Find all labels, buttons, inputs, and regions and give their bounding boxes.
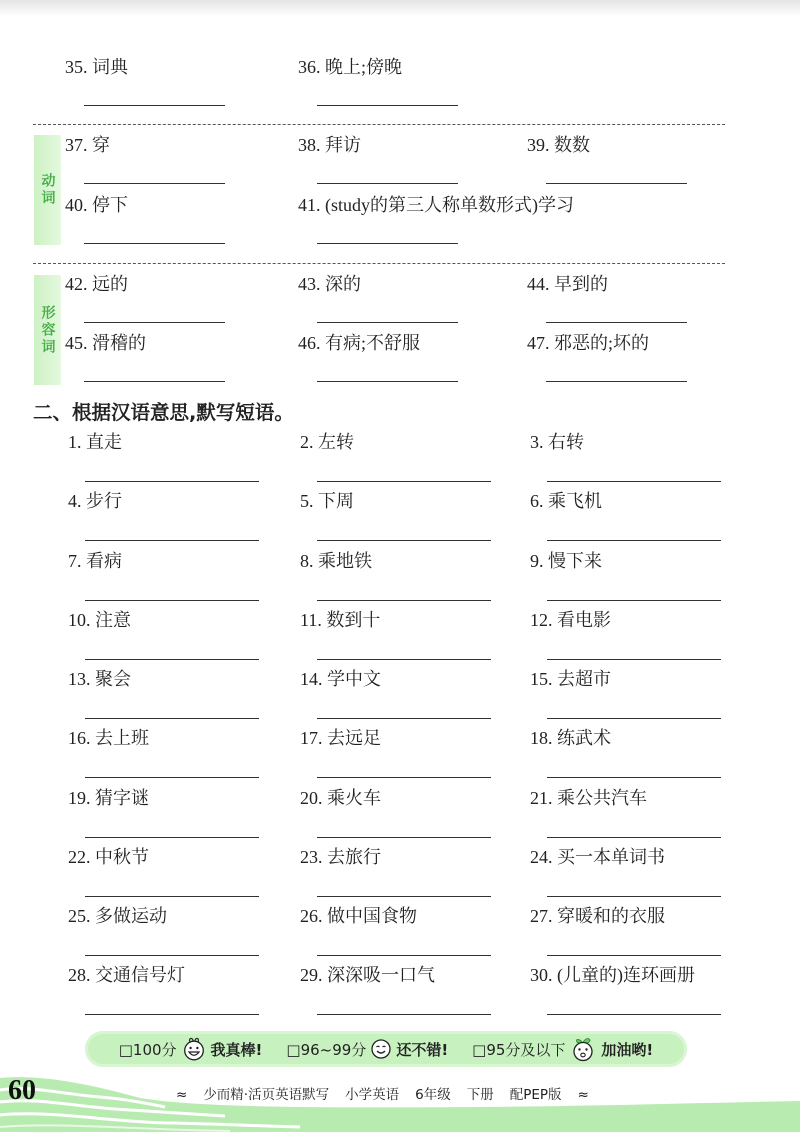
vocab-prompt: 47. 邪恶的;坏的 — [527, 333, 650, 353]
vocab-prompt: 41. (study的第三人称单数形式)学习 — [298, 195, 574, 215]
phrase-prompt: 24. 买一本单词书 — [530, 846, 665, 867]
phrase-prompt: 13. 聚会 — [68, 669, 131, 689]
phrase-prompt: 17. 去远足 — [300, 728, 381, 749]
verbs-label-text: 动词 — [39, 173, 56, 207]
page-number: 60 — [8, 1075, 36, 1106]
vocab-item — [65, 55, 128, 111]
vocab-item — [298, 55, 402, 111]
phrase-item — [530, 726, 730, 785]
phrase-prompt: 11. 数到十 — [300, 609, 381, 630]
answer-blank — [547, 896, 721, 897]
answer-blank — [84, 381, 225, 382]
section-heading: 二、根据汉语意思,默写短语。 — [33, 401, 294, 424]
phrase-item — [530, 608, 730, 667]
answer-blank — [84, 322, 225, 323]
phrase-item — [68, 963, 300, 1022]
phrase-item — [300, 904, 530, 963]
vocab-prompt: 39. 数数 — [527, 135, 590, 155]
vocab-prompt: 38. 拜访 — [298, 135, 361, 155]
answer-blank — [85, 777, 259, 778]
answer-blank — [317, 837, 491, 838]
dashed-divider — [33, 124, 725, 125]
answer-blank — [85, 718, 259, 719]
answer-blank — [547, 540, 721, 541]
vocab-row — [0, 272, 800, 328]
answer-blank — [547, 659, 721, 660]
vocab-row — [0, 193, 800, 249]
phrase-prompt: 28. 交通信号灯 — [68, 965, 185, 986]
phrase-item — [300, 489, 530, 548]
answer-blank — [547, 837, 721, 838]
answer-blank — [317, 540, 491, 541]
vocab-row — [0, 331, 800, 387]
phrase-item — [300, 549, 530, 608]
cheering-face-icon — [569, 1036, 597, 1062]
phrase-prompt: 12. 看电影 — [530, 609, 611, 630]
answer-blank — [317, 105, 458, 106]
vocab-row — [0, 55, 800, 111]
answer-blank — [547, 481, 721, 482]
score-range: □96~99分 — [286, 1040, 367, 1059]
vocab-item — [527, 272, 608, 328]
answer-blank — [85, 1014, 259, 1015]
answer-blank — [85, 540, 259, 541]
answer-blank — [317, 1014, 491, 1015]
answer-blank — [84, 105, 225, 106]
phrase-item — [68, 549, 300, 608]
vocab-prompt: 42. 远的 — [65, 274, 128, 294]
score-range: □100分 — [118, 1040, 177, 1059]
phrase-prompt: 26. 做中国食物 — [300, 906, 417, 926]
phrase-prompt: 15. 去超市 — [530, 669, 611, 689]
phrase-item — [68, 608, 300, 667]
phrase-prompt: 2. 左转 — [300, 432, 354, 452]
vocab-row — [0, 133, 800, 189]
answer-blank — [317, 777, 491, 778]
score-rating-bar — [85, 1031, 687, 1067]
vocab-item — [65, 272, 128, 328]
vocab-item — [298, 272, 361, 328]
score-comment: 还不错! — [396, 1040, 449, 1059]
answer-blank — [85, 600, 259, 601]
vocab-item — [298, 193, 574, 249]
vocab-item — [298, 133, 361, 189]
vocab-prompt: 35. 词典 — [65, 57, 128, 77]
phrase-prompt: 18. 练武术 — [530, 728, 611, 749]
footer-edition: 配PEP版 — [509, 1087, 562, 1103]
vocab-prompt: 43. 深的 — [298, 274, 361, 294]
answer-blank — [317, 243, 458, 244]
phrase-prompt: 4. 步行 — [68, 491, 122, 512]
phrase-prompt: 23. 去旅行 — [300, 846, 381, 867]
phrase-prompt: 21. 乘公共汽车 — [530, 787, 647, 808]
footer-info — [176, 1086, 589, 1104]
phrase-item — [300, 608, 530, 667]
phrase-item — [530, 549, 730, 608]
answer-blank — [84, 243, 225, 244]
answer-blank — [85, 659, 259, 660]
score-level-96-99 — [286, 1038, 448, 1060]
phrase-item — [68, 489, 300, 548]
phrase-item — [68, 904, 300, 963]
smiling-face-icon — [370, 1038, 392, 1060]
phrase-item — [68, 430, 300, 489]
phrase-item — [68, 845, 300, 904]
footer-left-mark: ≈ — [176, 1087, 188, 1103]
phrase-prompt: 16. 去上班 — [68, 728, 149, 749]
footer-grade: 6年级 — [415, 1087, 451, 1103]
phrase-item — [68, 726, 300, 785]
answer-blank — [85, 955, 259, 956]
vocab-item — [65, 331, 146, 387]
score-level-95-below — [472, 1036, 653, 1062]
answer-blank — [317, 381, 458, 382]
phrase-prompt: 29. 深深吸一口气 — [300, 965, 435, 986]
phrase-item — [300, 963, 530, 1022]
answer-blank — [547, 777, 721, 778]
phrase-item — [300, 726, 530, 785]
answer-blank — [85, 837, 259, 838]
phrase-prompt: 25. 多做运动 — [68, 906, 167, 926]
vocab-item — [298, 331, 420, 387]
answer-blank — [546, 322, 687, 323]
answer-blank — [317, 659, 491, 660]
phrase-prompt: 9. 慢下来 — [530, 550, 602, 571]
vocab-prompt: 40. 停下 — [65, 195, 128, 215]
phrase-item — [300, 667, 530, 726]
phrase-prompt: 22. 中秋节 — [68, 846, 149, 867]
answer-blank — [317, 322, 458, 323]
scan-top-shade — [0, 0, 800, 16]
footer-volume: 下册 — [466, 1087, 494, 1103]
score-comment: 加油哟! — [601, 1040, 654, 1059]
score-comment: 我真棒! — [210, 1040, 263, 1059]
phrase-item — [68, 667, 300, 726]
vocab-item — [527, 331, 649, 387]
phrase-item — [300, 786, 530, 845]
phrase-item — [530, 489, 730, 548]
phrase-item — [300, 430, 530, 489]
footer-subject: 小学英语 — [345, 1087, 400, 1103]
vocab-item — [527, 133, 590, 189]
answer-blank — [546, 183, 687, 184]
answer-blank — [317, 183, 458, 184]
vocab-item — [65, 193, 128, 249]
phrase-item — [530, 904, 730, 963]
phrase-prompt: 30. (儿童的)连环画册 — [530, 965, 695, 986]
answer-blank — [84, 183, 225, 184]
answer-blank — [547, 955, 721, 956]
phrase-prompt: 27. 穿暖和的衣服 — [530, 906, 665, 926]
footer-right-mark: ≈ — [577, 1087, 589, 1103]
phrase-prompt: 6. 乘飞机 — [530, 491, 602, 512]
answer-blank — [317, 718, 491, 719]
phrase-item — [530, 845, 730, 904]
grinning-face-icon — [181, 1037, 207, 1061]
phrase-prompt: 1. 直走 — [68, 432, 122, 452]
vocab-prompt: 46. 有病;不舒服 — [298, 333, 421, 353]
phrase-item — [530, 963, 730, 1022]
answer-blank — [547, 1014, 721, 1015]
footer-series: 少而精·活页英语默写 — [203, 1087, 330, 1103]
answer-blank — [547, 718, 721, 719]
answer-blank — [317, 600, 491, 601]
phrase-item — [300, 845, 530, 904]
phrase-prompt: 14. 学中文 — [300, 669, 381, 689]
answer-blank — [546, 381, 687, 382]
vocab-prompt: 45. 滑稽的 — [65, 333, 146, 353]
answer-blank — [317, 955, 491, 956]
answer-blank — [317, 481, 491, 482]
score-range: □95分及以下 — [472, 1040, 566, 1059]
phrase-prompt: 5. 下周 — [300, 491, 354, 512]
answer-blank — [317, 896, 491, 897]
vocab-prompt: 37. 穿 — [65, 135, 110, 155]
vocab-prompt: 44. 早到的 — [527, 274, 608, 294]
adjectives-label-text: 形容词 — [39, 304, 56, 356]
answer-blank — [85, 481, 259, 482]
phrase-item — [68, 786, 300, 845]
phrase-item — [530, 667, 730, 726]
phrase-prompt: 8. 乘地铁 — [300, 550, 372, 571]
phrase-item — [530, 786, 730, 845]
answer-blank — [547, 600, 721, 601]
phrase-item — [530, 430, 730, 489]
phrase-prompt: 7. 看病 — [68, 550, 122, 571]
vocab-item — [65, 133, 110, 189]
phrase-prompt: 20. 乘火车 — [300, 787, 381, 808]
phrase-grid — [68, 430, 730, 1023]
vocab-prompt: 36. 晚上;傍晚 — [298, 57, 403, 77]
dashed-divider — [33, 263, 725, 264]
phrase-prompt: 19. 猜字谜 — [68, 787, 149, 808]
phrase-prompt: 10. 注意 — [68, 609, 131, 630]
phrase-prompt: 3. 右转 — [530, 432, 584, 452]
answer-blank — [85, 896, 259, 897]
score-level-100 — [119, 1037, 263, 1061]
